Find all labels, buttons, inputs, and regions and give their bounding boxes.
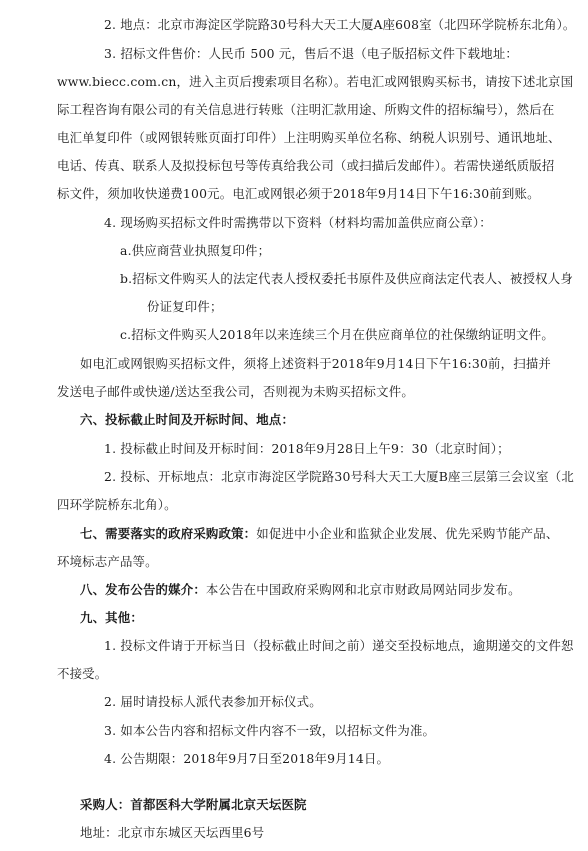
- line-scan-note: 如电汇或网银购买招标文件，须将上述资料于2018年9月14日下午16:30前，扫描并: [80, 355, 552, 371]
- line-courier-fee: 标文件，须加收快递费100元。电汇或网银必须于2018年9月14日下午16:30前到账。: [57, 185, 540, 201]
- purchaser-address: 地址：北京市东城区天坛西里6号: [80, 825, 265, 840]
- line-other-4: 4. 公告期限：2018年9月7日至2018年9月14日。: [104, 751, 390, 767]
- line-other-3: 3. 如本公告内容和招标文件内容不一致，以招标文件为准。: [104, 723, 436, 739]
- line-fax: 电话、传真、联系人及拟投标包号等传真给我公司（或扫描后发邮件）。若需快递纸质版招: [57, 157, 555, 173]
- line-other-1-cont: 不接受。: [57, 666, 108, 682]
- purchaser-name: 采购人：首都医科大学附属北京天坛医院: [80, 797, 307, 812]
- line-item-c: c.招标文件购买人2018年以来连续三个月在供应商单位的社保缴纳证明文件。: [120, 326, 554, 342]
- section-heading-eight: 八、发布公告的媒介：: [80, 581, 206, 597]
- line-item-b: b.招标文件购买人的法定代表人授权委托书原件及供应商法定代表人、被授权人身: [120, 270, 573, 286]
- line-policy: [80, 526, 558, 542]
- line-price: 3. 招标文件售价：人民币 500 元，售后不退（电子版招标文件下载地址：: [104, 45, 519, 61]
- line-bid-location-cont: 四环学院桥东北角）。: [57, 496, 177, 512]
- line-policy-cont: 环境标志产品等。: [57, 553, 158, 569]
- section-heading-six: 六、投标截止时间及开标时间、地点：: [80, 411, 295, 427]
- line-transfer-info: 际工程咨询有限公司的有关信息进行转账（注明汇款用途、所购文件的招标编号），然后在: [57, 101, 555, 117]
- media-text: 本公告在中国政府采购网和北京市财政局网站同步发布。: [205, 581, 521, 597]
- line-item-b-cont: 份证复印件；: [147, 298, 223, 314]
- line-scan-note-cont: 发送电子邮件或快递/送达至我公司，否则视为未购买招标文件。: [57, 383, 414, 399]
- line-item-a: a.供应商营业执照复印件；: [120, 242, 271, 258]
- policy-text: 如促进中小企业和监狱企业发展、优先采购节能产品、: [256, 525, 559, 541]
- section-heading-seven: 七、需要落实的政府采购政策：: [80, 525, 257, 541]
- line-download-url: www.biecc.com.cn，进入主页后搜索项目名称）。若电汇或网银购买标书，请按下述北京国: [57, 73, 574, 89]
- line-onsite-docs: 4. 现场购买招标文件时需携带以下资料（材料均需加盖供应商公章）：: [104, 214, 492, 230]
- section-heading-nine: 九、其他：: [80, 609, 143, 625]
- line-location: 2. 地点：北京市海淀区学院路30号科大天工大厦A座608室（北四环学院桥东北角）。: [104, 17, 576, 32]
- line-bid-location: 2. 投标、开标地点：北京市海淀区学院路30号科大天工大厦B座三层第三会议室（北: [104, 468, 574, 484]
- line-other-1: 1. 投标文件请于开标当日（投标截止时间之前）递交至投标地点，逾期递交的文件恕: [104, 638, 574, 654]
- line-deadline: 1. 投标截止时间及开标时间：2018年9月28日上午9：30（北京时间）；: [104, 440, 510, 456]
- line-other-2: 2. 届时请投标人派代表参加开标仪式。: [104, 694, 322, 710]
- line-remittance: 电汇单复印件（或网银转账页面打印件）上注明购买单位名称、纳税人识别号、通讯地址、: [57, 129, 561, 145]
- line-media: [80, 582, 521, 598]
